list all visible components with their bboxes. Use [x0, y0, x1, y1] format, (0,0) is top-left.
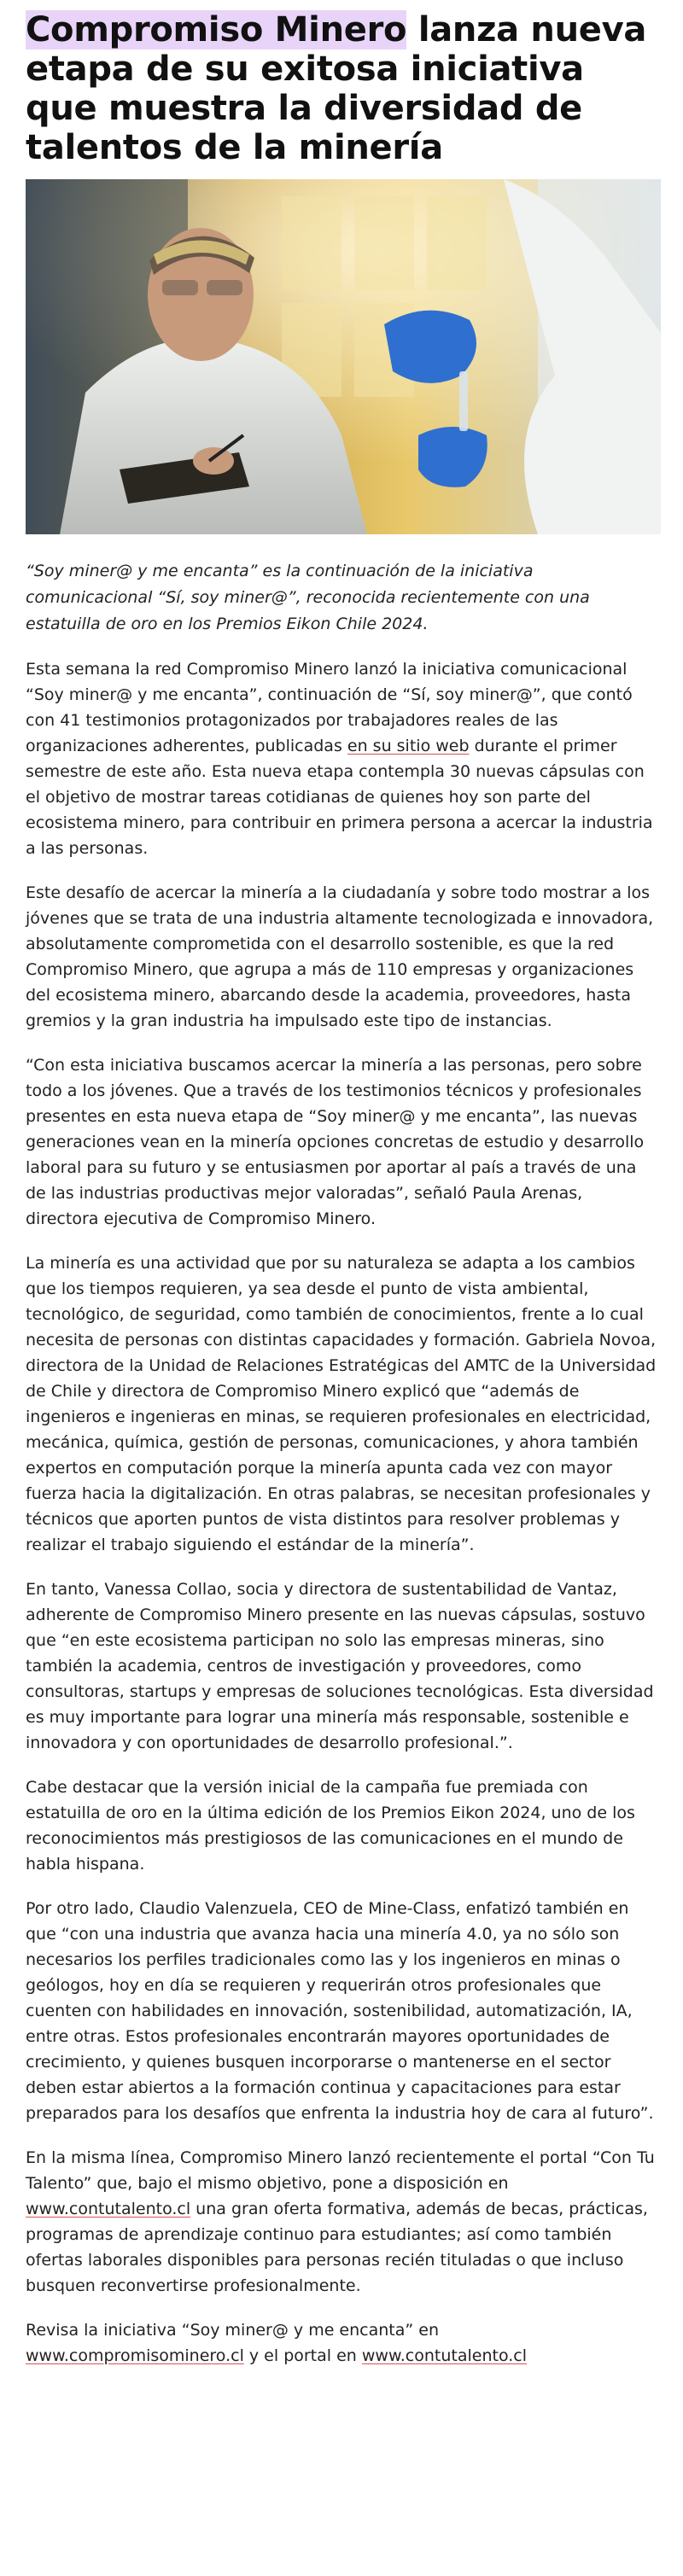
compromisominero-link[interactable]: www.compromisominero.cl	[26, 2346, 244, 2365]
title-highlight: Compromiso Minero	[26, 10, 407, 50]
title-rest: lanza nueva etapa de su exitosa iniciativa que muestra la diversidad de talentos de la minería	[26, 10, 647, 167]
p1-text-after: durante el primer semestre de este año. Esta nueva etapa contempla 30 nuevas cápsulas con el objetivo de mostrar tareas cotidianas de quienes hoy son parte del ecosistema minero, para contribuir en primera persona a acercar la industria a las personas.	[26, 737, 653, 858]
sitio-web-link[interactable]: en su sitio web	[347, 737, 470, 755]
contutalento-link-2[interactable]: www.contutalento.cl	[361, 2346, 528, 2365]
p9-text-before: Revisa la iniciativa “Soy miner@ y me encanta” en	[26, 2321, 439, 2340]
contutalento-link[interactable]: www.contutalento.cl	[26, 2200, 191, 2218]
paragraph-4: La minería es una actividad que por su naturaleza se adapta a los cambios que los tiempos requieren, ya sea desde el punto de vista ambiental, tecnológico, de seguridad, como también de conocimientos, frente a lo cual necesita de personas con distintas capacidades y formación. Gabriela Novoa, directora de la Unidad de Relaciones Estratégicas del AMTC de la Universidad de Chile y directora de Compromiso Minero explicó que “además de ingenieros e ingenieras en minas, se requieren profesionales en electricidad, mecánica, química, gestión de personas, comunicaciones, y ahora también expertos en computación porque la minería apunta cada vez con mayor fuerza hacia la digitalización. En otras palabras, se necesitan profesionales y técnicos que aporten puntos de vista distintos para resolver problemas y realizar el trabajo siguiendo el estándar de la minería”.	[26, 1254, 657, 1554]
article-title	[26, 0, 657, 167]
paragraph-5: En tanto, Vanessa Collao, socia y directora de sustentabilidad de Vantaz, adherente de Compromiso Minero presente en las nuevas cápsulas, sostuvo que “en este ecosistema participan no solo las empresas mineras, sino también la academia, centros de investigación y proveedores, como consultoras, startups y empresas de soluciones tecnológicas. Esta diversidad es muy importante para lograr una minería más responsable, sostenible e innovadora y con oportunidades de desarrollo profesional.”.	[26, 1580, 654, 1752]
p8-text-after: una gran oferta formativa, además de becas, prácticas, programas de aprendizaje continuo para estudiantes; así como también ofertas laborales disponibles para personas recién tituladas o que incluso busquen reconvertirse profesionalmente.	[26, 2200, 648, 2295]
paragraph-3: “Con esta iniciativa buscamos acercar la minería a las personas, pero sobre todo a los jóvenes. Que a través de los testimonios técnicos y profesionales presentes en esta nueva etapa de “Soy miner@ y me encanta”, las nuevas generaciones vean en la minería opciones concretas de estudio y desarrollo laboral para su futuro y se entusiasmen por aportar al país a través de una de las industrias productivas mejor valoradas”, señaló Paula Arenas, directora ejecutiva de Compromiso Minero.	[26, 1056, 645, 1228]
p1-text-before: Esta semana la red Compromiso Minero lanzó la iniciativa comunicacional “Soy miner@ y me encanta”, continuación de “Sí, soy miner@”, que contó con 41 testimonios protagonizados por trabajadores reales de las organizaciones adherentes, publicadas	[26, 660, 633, 755]
paragraph-9	[26, 2317, 657, 2369]
paragraph-2: Este desafío de acercar la minería a la ciudadanía y sobre todo mostrar a los jóvenes que se trata de una industria altamente tecnologizada e innovadora, absolutamente comprometida con el desarrollo sostenible, es que la red Compromiso Minero, que agrupa a más de 110 empresas y organizaciones del ecosistema minero, abarcando desde la academia, proveedores, hasta gremios y la gran industria ha impulsado este tipo de instancias.	[26, 883, 654, 1030]
paragraph-7: Por otro lado, Claudio Valenzuela, CEO de Mine-Class, enfatizó también en que “con una industria que avanza hacia una minería 4.0, ya no sólo son necesarios los perfiles tradicionales como las y los ingenieros en minas o geólogos, hoy en día se requieren y requerirán otros profesionales que cuenten con habilidades en innovación, sostenibilidad, automatización, IA, entre otras. Estos profesionales encontrarán mayores oportunidades de crecimiento, y quienes busquen incorporarse o mantenerse en el sector deben estar abiertos a la formación continua y capacitaciones para estar preparados para los desafíos que enfrenta la industria hoy de cara al futuro”.	[26, 1899, 654, 2123]
p8-text-before: En la misma línea, Compromiso Minero lanzó recientemente el portal “Con Tu Talento” que, bajo el mismo objetivo, pone a disposición en	[26, 2148, 655, 2193]
paragraph-6: Cabe destacar que la versión inicial de la campaña fue premiada con estatuilla de oro en la última edición de los Premios Eikon 2024, uno de los reconocimientos más prestigiosos de las comunicaciones en el mundo de habla hispana.	[26, 1778, 635, 1874]
p9-text-middle: y el portal en	[243, 2346, 362, 2365]
image-caption: “Soy miner@ y me encanta” es la continuación de la iniciativa comunicacional “Sí, soy miner@”, reconocida recientemente con una estatuilla de oro en los Premios Eikon Chile 2024.	[26, 562, 590, 633]
paragraph-1	[26, 656, 657, 861]
paragraph-8	[26, 2145, 657, 2299]
hero-photo	[26, 179, 661, 534]
